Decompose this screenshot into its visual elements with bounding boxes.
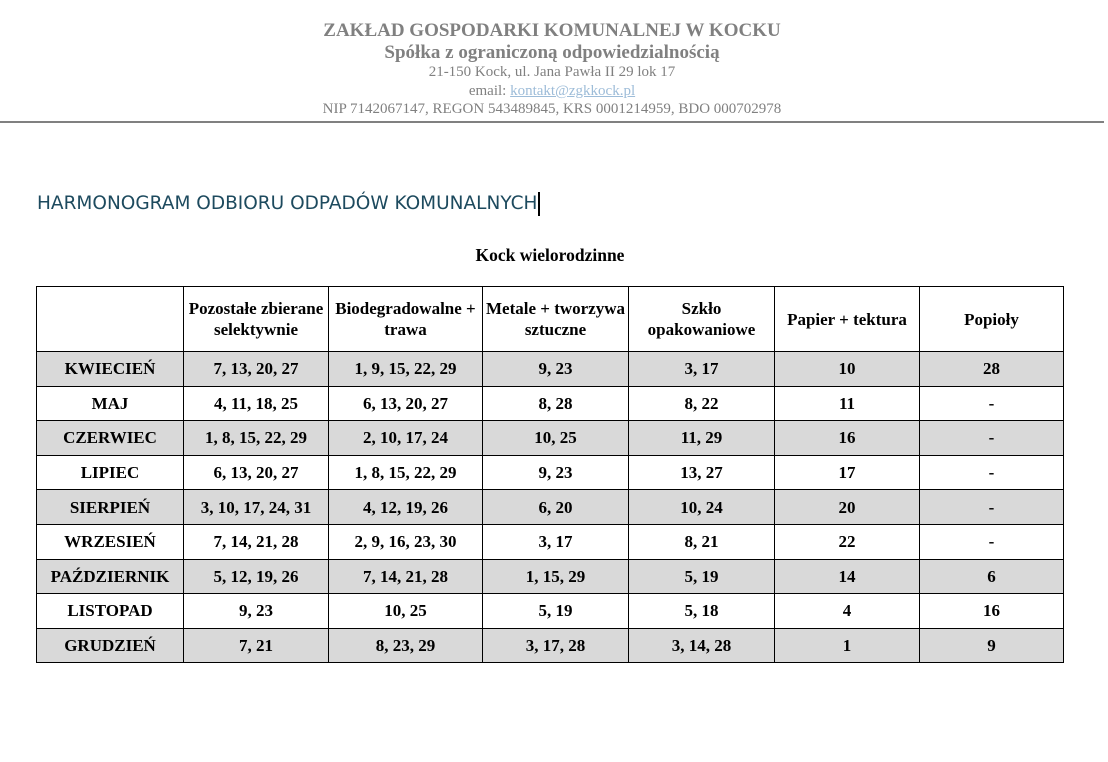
column-header-glass: Szkło opakowaniowe [629,287,775,352]
column-header-biodegradable: Biodegradowalne + trawa [329,287,483,352]
document-title-line [37,190,540,218]
date-cell: 2, 9, 16, 23, 30 [329,524,483,559]
date-cell: 7, 21 [184,628,329,663]
email-line [0,82,1104,100]
date-cell: 2, 10, 17, 24 [329,421,483,456]
month-cell: SIERPIEŃ [37,490,184,525]
date-cell: 14 [775,559,920,594]
date-cell: 6 [920,559,1064,594]
text-cursor [538,192,540,216]
date-cell: 7, 13, 20, 27 [184,352,329,387]
date-cell: 1 [775,628,920,663]
date-cell: 8, 23, 29 [329,628,483,663]
date-cell: 5, 12, 19, 26 [184,559,329,594]
table-row [37,594,1064,629]
date-cell: 10 [775,352,920,387]
date-cell: 9, 23 [483,455,629,490]
header-divider [0,121,1104,123]
date-cell: 10, 25 [483,421,629,456]
month-cell: WRZESIEŃ [37,524,184,559]
date-cell: 1, 9, 15, 22, 29 [329,352,483,387]
column-header-other-selective: Pozostałe zbierane selektywnie [184,287,329,352]
column-header-paper: Papier + tektura [775,287,920,352]
date-cell: - [920,524,1064,559]
date-cell: 8, 28 [483,386,629,421]
month-cell: CZERWIEC [37,421,184,456]
column-header-month [37,287,184,352]
date-cell: 6, 13, 20, 27 [329,386,483,421]
table-row [37,628,1064,663]
table-row [37,421,1064,456]
month-cell: KWIECIEŃ [37,352,184,387]
date-cell: 8, 21 [629,524,775,559]
date-cell: 5, 19 [483,594,629,629]
date-cell: 3, 10, 17, 24, 31 [184,490,329,525]
date-cell: 8, 22 [629,386,775,421]
legal-form: Spółka z ograniczoną odpowiedzialnością [384,42,720,63]
date-cell: 16 [775,421,920,456]
date-cell: 17 [775,455,920,490]
table-row [37,490,1064,525]
company-name: ZAKŁAD GOSPODARKI KOMUNALNEJ W KOCKU [323,20,781,41]
month-cell: GRUDZIEŃ [37,628,184,663]
date-cell: 13, 27 [629,455,775,490]
date-cell: 1, 8, 15, 22, 29 [329,455,483,490]
date-cell: 11, 29 [629,421,775,456]
email-link[interactable]: kontakt@zgkkock.pl [510,83,636,99]
month-cell: LISTOPAD [37,594,184,629]
date-cell: - [920,386,1064,421]
table-row [37,386,1064,421]
date-cell: 3, 17 [483,524,629,559]
date-cell: 16 [920,594,1064,629]
month-cell: MAJ [37,386,184,421]
date-cell: 9, 23 [184,594,329,629]
column-header-metals-plastics: Metale + tworzywa sztuczne [483,287,629,352]
date-cell: 10, 25 [329,594,483,629]
date-cell: 3, 17, 28 [483,628,629,663]
date-cell: 7, 14, 21, 28 [184,524,329,559]
date-cell: 3, 14, 28 [629,628,775,663]
date-cell: 5, 19 [629,559,775,594]
date-cell: 22 [775,524,920,559]
date-cell: 3, 17 [629,352,775,387]
date-cell: 1, 15, 29 [483,559,629,594]
collection-schedule-table [36,286,1064,663]
date-cell: - [920,455,1064,490]
column-header-ash: Popioły [920,287,1064,352]
date-cell: 4 [775,594,920,629]
table-row [37,455,1064,490]
date-cell: 6, 20 [483,490,629,525]
table-row [37,524,1064,559]
date-cell: - [920,490,1064,525]
company-address: 21-150 Kock, ul. Jana Pawła II 29 lok 17 [428,64,676,80]
date-cell: - [920,421,1064,456]
date-cell: 20 [775,490,920,525]
month-cell: LIPIEC [37,455,184,490]
date-cell: 4, 11, 18, 25 [184,386,329,421]
date-cell: 28 [920,352,1064,387]
date-cell: 10, 24 [629,490,775,525]
date-cell: 11 [775,386,920,421]
table-row [37,559,1064,594]
table-header-row [37,287,1064,352]
email-label: email: [468,83,511,99]
date-cell: 6, 13, 20, 27 [184,455,329,490]
date-cell: 9 [920,628,1064,663]
company-identifiers: NIP 7142067147, REGON 543489845, KRS 0001214959, BDO 000702978 [322,101,782,117]
date-cell: 7, 14, 21, 28 [329,559,483,594]
month-cell: PAŹDZIERNIK [37,559,184,594]
date-cell: 4, 12, 19, 26 [329,490,483,525]
table-row [37,352,1064,387]
document-title: HARMONOGRAM ODBIORU ODPADÓW KOMUNALNYCH [37,193,538,214]
date-cell: 9, 23 [483,352,629,387]
table-subtitle: Kock wielorodzinne [475,245,625,265]
date-cell: 5, 18 [629,594,775,629]
date-cell: 1, 8, 15, 22, 29 [184,421,329,456]
